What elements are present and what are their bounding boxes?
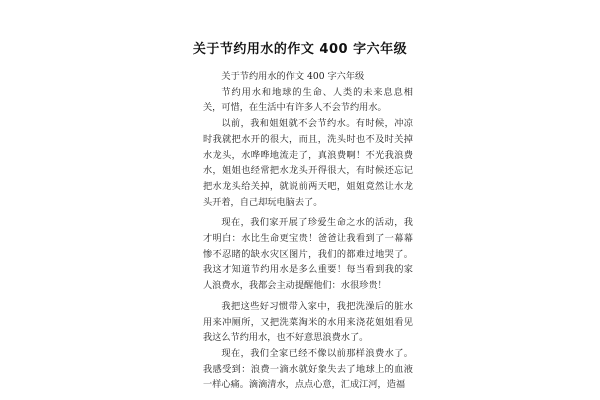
paragraph-past-waste: 以前，我和姐姐就不会节约水。有时候，冲凉时我就把水开的很大，而且，洗头时也不及时关掉水龙头，水哗哗地流走了，真浪费啊！不光我浪费水，姐姐也经常把水龙头开得很大，有时候还忘记把水龙头给关掉，就说前两天吧，姐姐竟然让水龙头开着，自己却玩电脑去了。 (203, 118, 413, 208)
paragraph-conclusion: 现在，我们全家已经不像以前那样浪费水了。我感受到：浪费一滴水就好象失去了地球上的血液一样心痛。滴滴清水，点点心意，汇成江河，造福 (203, 347, 413, 391)
paragraph-family-activity: 现在，我们家开展了珍爱生命之水的活动，我才明白：水比生命更宝贵！爸爸让我看到了一幕幕惨不忍睹的缺水灾区图片，我们的都难过地哭了。我这才知道节约用水是多么重要！每当看到我的家人浪费水，我都会主动提醒他们：水很珍贵！ (203, 217, 413, 292)
paragraph-good-habits: 我把这些好习惯带入家中，我把洗澡后的脏水用来冲厕所，又把洗菜淘米的水用来浇花姐姐看见我这么节约用水，也不好意思浪费水了。 (203, 300, 413, 344)
paragraph-intro: 节约用水和地球的生命、人类的未来息息相关，可惜，在生活中有许多人不会节约用水。 (203, 86, 413, 114)
document-body (203, 69, 413, 393)
document-title: 关于节约用水的作文 400 字六年级 (192, 42, 408, 57)
paragraph-heading-repeat: 关于节约用水的作文 400 字六年级 (221, 71, 365, 82)
